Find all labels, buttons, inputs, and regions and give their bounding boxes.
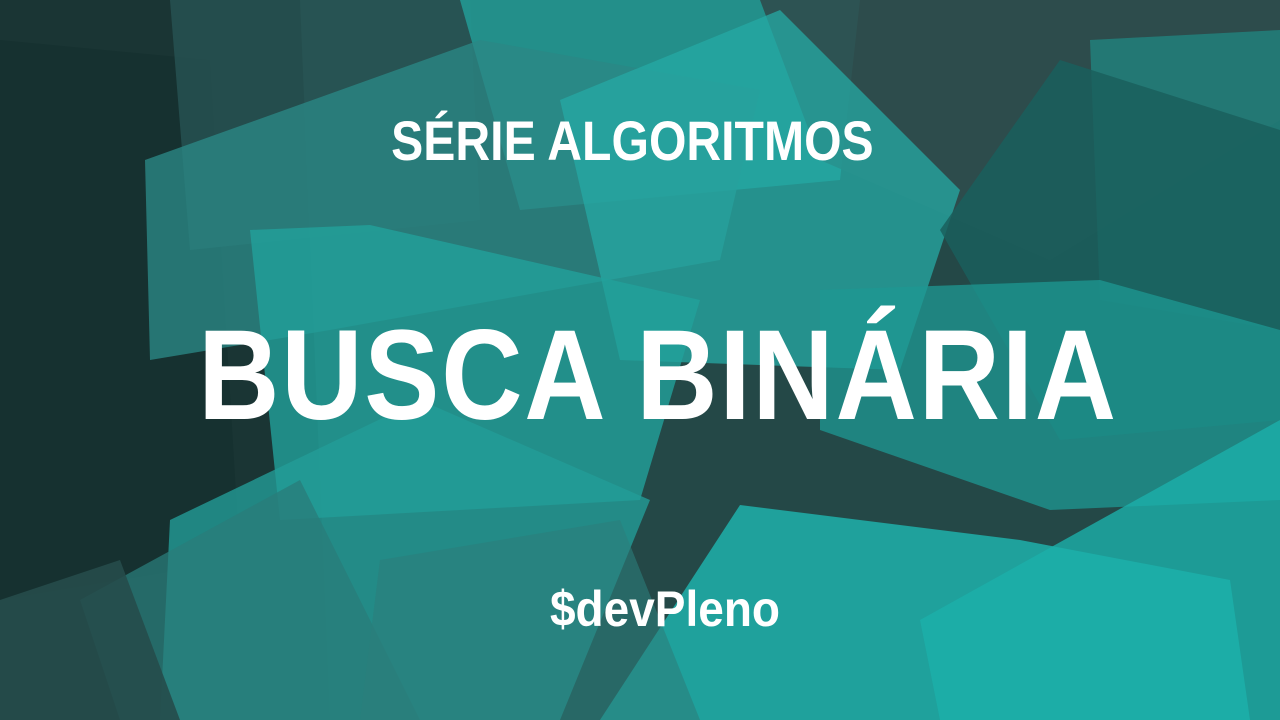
video-title: BUSCA BINÁRIA [198,304,1118,447]
brand-logo: $devPleno [549,581,781,637]
series-title: SÉRIE ALGORITMOS [391,109,874,172]
